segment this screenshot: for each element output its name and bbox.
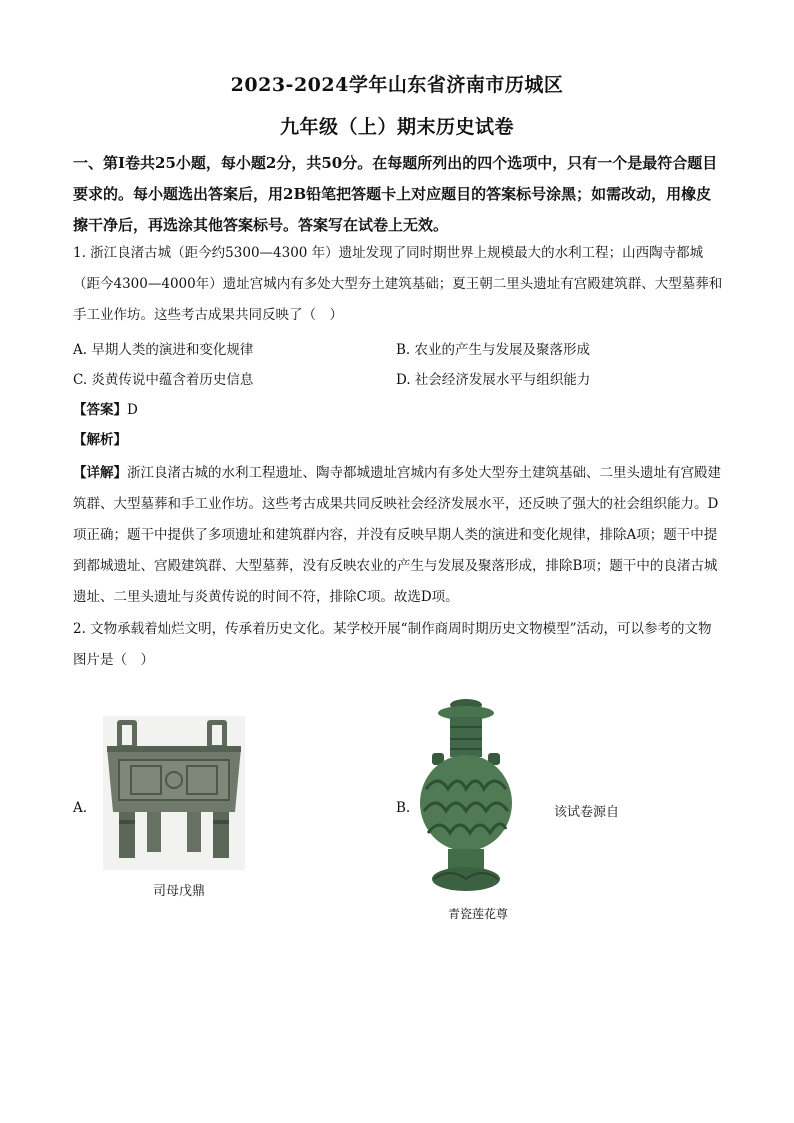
celadon-lotus-zun-image: [418, 693, 514, 895]
q1-option-d: D. 社会经济发展水平与组织能力: [396, 372, 591, 388]
detail-text: 浙江良渚古城的水利工程遗址、陶寺都城遗址宫城内有多处大型夯土建筑基础、二里头遗址有宫殿建筑群、大型墓葬和手工业作坊。这些考古成果共同反映社会经济发展水平，还反映了强大的社会组织能力。D项正确；题干中提供了多项遗址和建筑群内容，并没有反映早期人类的演进和变化规律，排除A项；题干中提到都城遗址、宫殿建筑群、大型墓葬，没有反映农业的产生与发展及聚落形成，排除B项；题干中的良渚古城遗址、二里头遗址与炎黄传说的时间不符，排除C项。故选D项。: [73, 465, 721, 605]
section-instructions: 一、第Ⅰ卷共25小题，每小题2分，共50分。在每题所列出的四个选项中，只有一个是最符合题目要求的。每小题选出答案后，用2B铅笔把答题卡上对应题目的答案标号涂黑；如需改动，用橡皮擦干净后，再选涂其他答案标号。答案写在试卷上无效。: [73, 154, 718, 234]
q1-answer: [73, 398, 138, 418]
simuwu-ding-image: [103, 716, 245, 870]
q2-option-b-label: B.: [396, 800, 411, 816]
q1-analysis-label: 【解析】: [73, 432, 127, 448]
question-1-stem: 1. 浙江良渚古城（距今约5300—4300 年）遗址发现了同时期世界上规模最大的水利工程；山西陶寺都城（距今4300—4000年）遗址宫城内有多处大型夯土建筑基础；夏王朝二里头遗址有宫殿建筑群、大型墓葬和手工业作坊。这些考古成果共同反映了（ ）: [73, 245, 723, 323]
exam-title-line1: 2023-2024学年山东省济南市历城区: [230, 74, 564, 96]
q2-option-a-caption: 司母戊鼎: [153, 884, 206, 899]
q2-option-b-caption: 青瓷莲花尊: [448, 907, 509, 921]
q1-option-b: B. 农业的产生与发展及聚落形成: [396, 342, 591, 358]
source-watermark-text: 该试卷源自: [554, 805, 620, 820]
q2-option-a-label: A.: [73, 800, 88, 816]
answer-value: D: [127, 402, 138, 418]
question-2-stem: 2. 文物承载着灿烂文明，传承着历史文化。某学校开展“制作商周时期历史文物模型”活动，可以参考的文物图片是（ ）: [73, 621, 712, 668]
bronze-ding-illustration: [103, 716, 245, 870]
q1-option-c: C. 炎黄传说中蕴含着历史信息: [73, 372, 254, 388]
q1-option-a: A. 早期人类的演进和变化规律: [73, 342, 254, 358]
q1-detail: [73, 458, 723, 613]
answer-label: 【答案】: [73, 402, 127, 418]
detail-label: 【详解】: [73, 465, 127, 481]
exam-title-line2: 九年级（上）期末历史试卷: [279, 116, 514, 138]
celadon-vase-illustration: [418, 693, 514, 895]
